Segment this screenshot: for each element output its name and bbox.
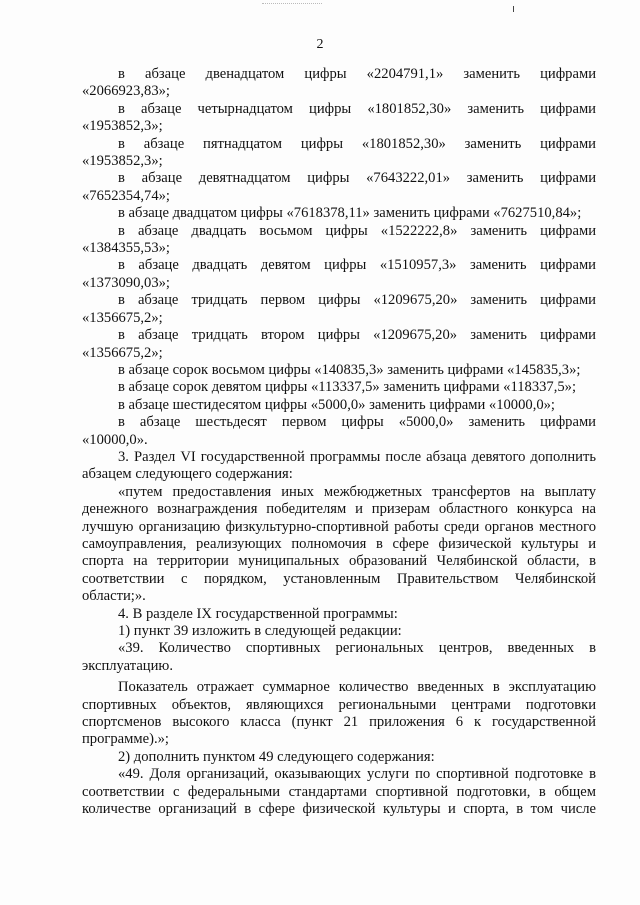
paragraph	[82, 327, 596, 362]
paragraph-line: 2) дополнить пунктом 49 следующего содержания:	[118, 748, 435, 765]
paragraph	[82, 623, 596, 640]
paragraph	[82, 170, 596, 205]
paragraph-line-continuation: «1953852,3»;	[82, 153, 163, 170]
paragraph	[82, 484, 596, 606]
paragraph-line-continuation: «1356675,2»;	[82, 344, 163, 361]
paragraph-text: 3. Раздел VI государственной программы после абзаца девятого дополнить абзацем следующего содержания:	[82, 448, 596, 483]
paragraph-line: в абзаце пятнадцатом цифры «1801852,30» заменить цифрами	[118, 135, 596, 152]
document-body	[82, 66, 596, 818]
paragraph-line: в абзаце сорок восьмом цифры «140835,3» заменить цифрами «145835,3»;	[118, 361, 581, 378]
paragraph	[82, 136, 596, 171]
paragraph-line: «49. Доля организаций, оказывающих услуги по спортивной подготовке в соответствии с федеральными стандартами спортивной подготовки, в общем количестве организаций в сфере физической культуры и спорта, в том числе	[82, 766, 596, 818]
paragraph-line: в абзаце шестьдесят первом цифры «5000,0» заменить цифрами	[118, 414, 596, 431]
paragraph	[82, 223, 596, 258]
paragraph-line: в абзаце четырнадцатом цифры «1801852,30» заменить цифрами	[118, 100, 596, 117]
paragraph	[82, 66, 596, 101]
scan-artifact	[262, 3, 322, 5]
paragraph-line: в абзаце сорок девятом цифры «113337,5» заменить цифрами «118337,5»;	[118, 379, 577, 396]
paragraph-line: в абзаце тридцать втором цифры «1209675,20» заменить цифрами	[118, 327, 596, 344]
paragraph	[82, 679, 596, 749]
paragraph	[82, 749, 596, 766]
paragraph-line: в абзаце тридцать первом цифры «1209675,20» заменить цифрами	[118, 292, 596, 309]
paragraph-text: «путем предоставления иных межбюджетных трансфертов на выплату денежного вознаграждения победителям и призерам областного конкурса на лучшую организацию физкультурно-спортивной работы среди органов местного самоуправления, реализующих полномочия в сфере физической культуры и спорта на территории муниципальных образований Челябинской области, в соответствии с порядком, установленным Правительством Челябинской области;».	[82, 483, 596, 605]
paragraph-line-continuation: «2066923,83»;	[82, 83, 170, 100]
paragraph-line: 1) пункт 39 изложить в следующей редакции:	[118, 623, 402, 639]
paragraph	[82, 292, 596, 327]
paragraph-line-continuation: «7652354,74»;	[82, 187, 170, 204]
paragraph-line: в абзаце двадцать девятом цифры «1510957,3» заменить цифрами	[118, 257, 596, 274]
paragraph-line: 4. В разделе IX государственной программы:	[118, 605, 398, 622]
paragraph-line: в абзаце двенадцатом цифры «2204791,1» заменить цифрами	[118, 66, 596, 82]
paragraph-line-continuation: «1373090,03»;	[82, 274, 170, 291]
paragraph	[82, 606, 596, 623]
scan-artifact-mark	[513, 6, 514, 12]
paragraph	[82, 379, 596, 396]
paragraph-line-continuation: «1953852,3»;	[82, 118, 163, 135]
paragraph-line-continuation: «10000,0».	[82, 431, 148, 448]
paragraph-line: в абзаце двадцать восьмом цифры «1522222,8» заменить цифрами	[118, 222, 596, 239]
paragraph-text: Показатель отражает суммарное количество введенных в эксплуатацию спортивных объектов, являющихся региональными центрами подготовки спортсменов высокого класса (пункт 21 приложения 6 к государственной программе).»;	[82, 679, 596, 748]
paragraph	[82, 414, 596, 449]
paragraph	[82, 397, 596, 414]
paragraph	[82, 766, 596, 818]
paragraph	[82, 257, 596, 292]
paragraph	[82, 640, 596, 675]
paragraph	[82, 205, 596, 222]
paragraph-line-continuation: «1356675,2»;	[82, 309, 163, 326]
paragraph	[82, 101, 596, 136]
paragraph-line: в абзаце двадцатом цифры «7618378,11» заменить цифрами «7627510,84»;	[118, 205, 582, 222]
paragraph-line: в абзаце шестидесятом цифры «5000,0» заменить цифрами «10000,0»;	[118, 396, 555, 413]
paragraph-line-continuation: «1384355,53»;	[82, 240, 170, 257]
paragraph	[82, 449, 596, 484]
page-number: 2	[316, 37, 324, 52]
paragraph	[82, 362, 596, 379]
paragraph-text: «39. Количество спортивных региональных центров, введенных в эксплуатацию.	[82, 640, 596, 674]
paragraph-line: в абзаце девятнадцатом цифры «7643222,01» заменить цифрами	[118, 170, 596, 187]
